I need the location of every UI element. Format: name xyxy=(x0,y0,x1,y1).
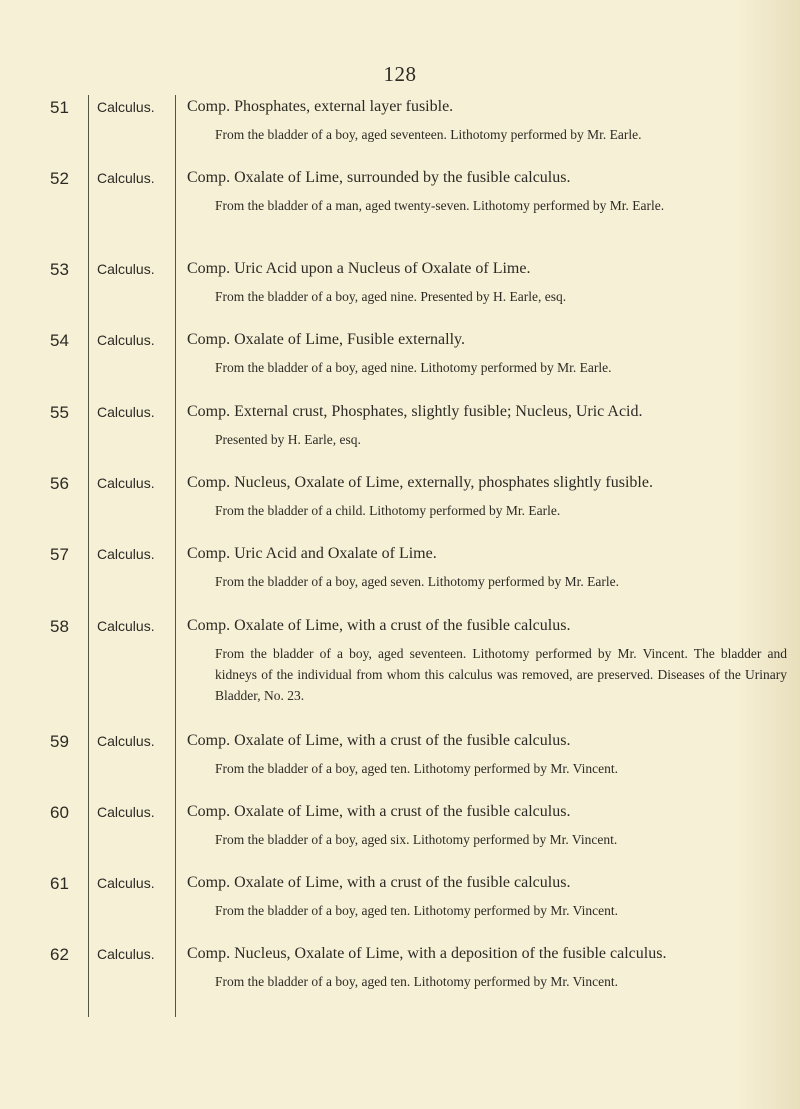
entry-number: 57 xyxy=(50,545,69,564)
entry-kind: Calculus. xyxy=(97,261,155,277)
entry-title: Comp. Uric Acid upon a Nucleus of Oxalate of Lime. xyxy=(187,260,531,277)
entry-title: Comp. Oxalate of Lime, surrounded by the fusible calculus. xyxy=(187,169,571,186)
entry-title: Comp. Oxalate of Lime, Fusible externally. xyxy=(187,331,466,348)
entry-title: Comp. Uric Acid and Oxalate of Lime. xyxy=(187,545,437,562)
entry-note: Presented by H. Earle, esq. xyxy=(215,432,361,447)
entry-title: Comp. Phosphates, external layer fusible. xyxy=(187,98,454,115)
entry-note: From the bladder of a boy, aged seven. Lithotomy performed by Mr. Earle. xyxy=(215,574,620,589)
entry-number: 59 xyxy=(50,732,69,751)
entry-title: Comp. Oxalate of Lime, with a crust of the fusible calculus. xyxy=(187,732,571,749)
entry-title: Comp. External crust, Phosphates, slightly fusible; Nucleus, Uric Acid. xyxy=(187,403,643,420)
column-rule-left xyxy=(88,95,89,1017)
entry-note: From the bladder of a boy, aged ten. Lithotomy performed by Mr. Vincent. xyxy=(215,761,618,776)
entry-note: From the bladder of a boy, aged ten. Lithotomy performed by Mr. Vincent. xyxy=(215,903,618,918)
entry-number: 56 xyxy=(50,474,69,493)
entry-note: From the bladder of a man, aged twenty-seven. Lithotomy performed by Mr. Earle. xyxy=(215,198,665,213)
entry-note: From the bladder of a boy, aged seventeen. Lithotomy performed by Mr. Vincent. The bladder and kidneys of the individual from whom this calculus was removed, are preserved. Diseases of the Urinary Bladder, No. 23. xyxy=(215,646,787,703)
entry-kind: Calculus. xyxy=(97,875,155,891)
entry-kind: Calculus. xyxy=(97,404,155,420)
page-number: 128 xyxy=(383,62,417,86)
entry-note: From the bladder of a child. Lithotomy performed by Mr. Earle. xyxy=(215,503,561,518)
entry-number: 51 xyxy=(50,98,69,117)
entry-number: 52 xyxy=(50,169,69,188)
entry-kind: Calculus. xyxy=(97,332,155,348)
entry-title: Comp. Nucleus, Oxalate of Lime, externally, phosphates slightly fusible. xyxy=(187,474,653,491)
entry-kind: Calculus. xyxy=(97,804,155,820)
entry-note: From the bladder of a boy, aged nine. Presented by H. Earle, esq. xyxy=(215,289,567,304)
entry-number: 53 xyxy=(50,260,69,279)
entry-note: From the bladder of a boy, aged nine. Lithotomy performed by Mr. Earle. xyxy=(215,360,612,375)
entry-kind: Calculus. xyxy=(97,946,155,962)
entry-title: Comp. Oxalate of Lime, with a crust of the fusible calculus. xyxy=(187,803,571,820)
column-rule-right xyxy=(175,95,176,1017)
entry-note: From the bladder of a boy, aged six. Lithotomy performed by Mr. Vincent. xyxy=(215,832,618,847)
entry-number: 61 xyxy=(50,874,69,893)
entry-kind: Calculus. xyxy=(97,475,155,491)
entry-number: 62 xyxy=(50,945,69,964)
entry-title: Comp. Oxalate of Lime, with a crust of the fusible calculus. xyxy=(187,874,571,891)
entry-kind: Calculus. xyxy=(97,618,155,634)
entry-number: 55 xyxy=(50,403,69,422)
entry-note: From the bladder of a boy, aged seventeen. Lithotomy performed by Mr. Earle. xyxy=(215,127,642,142)
entry-number: 54 xyxy=(50,331,69,350)
entry-number: 58 xyxy=(50,617,69,636)
entry-kind: Calculus. xyxy=(97,546,155,562)
entry-note: From the bladder of a boy, aged ten. Lithotomy performed by Mr. Vincent. xyxy=(215,974,618,989)
entry-number: 60 xyxy=(50,803,69,822)
entry-title: Comp. Nucleus, Oxalate of Lime, with a deposition of the fusible calculus. xyxy=(187,945,667,962)
entry-title: Comp. Oxalate of Lime, with a crust of the fusible calculus. xyxy=(187,617,571,634)
entry-kind: Calculus. xyxy=(97,733,155,749)
entry-kind: Calculus. xyxy=(97,99,155,115)
entry-kind: Calculus. xyxy=(97,170,155,186)
